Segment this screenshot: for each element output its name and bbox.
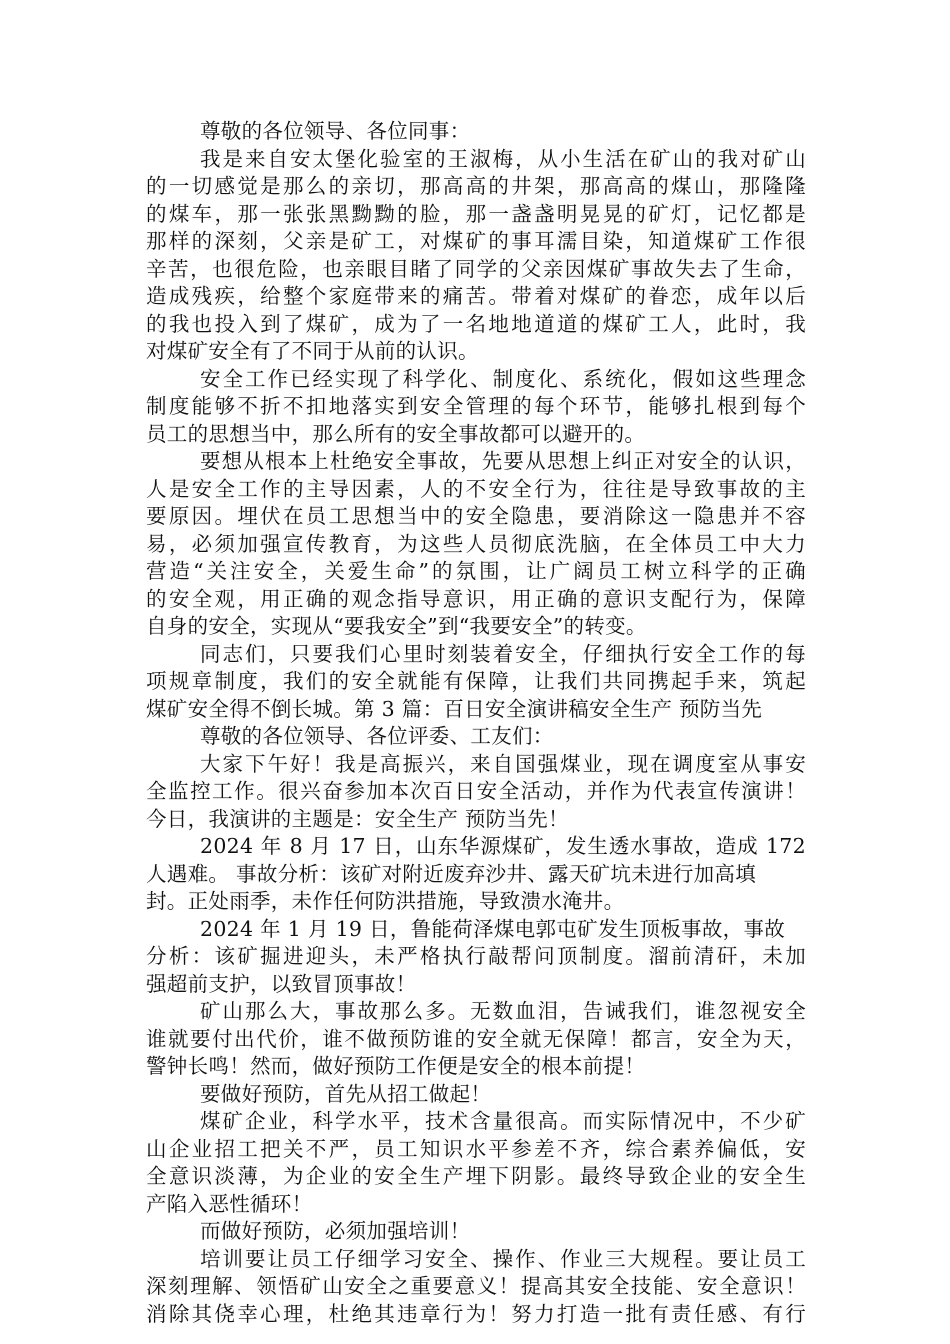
text-line: 项规章制度，我们的安全就能有保障，让我们共同携起手来，筑起: [146, 669, 806, 693]
text-line: 要做好预防，首先从招工做起！: [200, 1081, 492, 1106]
text-line: 的我也投入到了煤矿，成为了一名地地道道的煤矿工人，此时，我: [146, 311, 806, 336]
text-line: 大家下午好！我是高振兴，来自国强煤业，现在调度室从事安: [200, 751, 806, 776]
text-line: 尊敬的各位领导、各位评委、工友们：: [200, 724, 554, 748]
text-line: 煤矿企业，科学水平，技术含量很高。而实际情况中，不少矿: [200, 1109, 806, 1133]
text-line: 我是来自安太堡化验室的王淑梅，从小生活在矿山的我对矿山: [200, 146, 806, 171]
text-line: 2024 年 1 月 19 日，鲁能荷泽煤电郭屯矿发生顶板事故，事故: [200, 916, 786, 941]
text-line: 员工的思想当中，那么所有的安全事故都可以避开的。: [146, 421, 646, 446]
text-line: 的煤车，那一张张黑黝黝的脸，那一盏盏明晃晃的矿灯，记忆都是: [146, 201, 806, 226]
text-line: 全意识淡薄，为企业的安全生产埋下阴影。最终导致企业的安全生: [146, 1164, 806, 1188]
text-line: 要原因。埋伏在员工思想当中的安全隐患，要消除这一隐患并不容: [146, 504, 806, 528]
text-line: 同志们，只要我们心里时刻装着安全，仔细执行安全工作的每: [200, 641, 806, 666]
text-line: 营造“关注安全，关爱生命”的氛围，让广阔员工树立科学的正确: [146, 559, 806, 583]
text-line: 2024 年 8 月 17 日，山东华源煤矿，发生透水事故，造成 172: [200, 834, 806, 858]
text-line: 煤矿安全得不倒长城。第 3 篇：百日安全演讲稿安全生产 预防当先: [146, 696, 763, 721]
text-line: 今日，我演讲的主题是：安全生产 预防当先！: [146, 806, 569, 831]
text-line: 尊敬的各位领导、各位同事：: [200, 119, 471, 143]
document-page: [146, 118, 806, 1328]
text-line: 分析：该矿掘进迎头，未严格执行敲帮问顶制度。溜前清矸，未加: [146, 944, 806, 968]
text-line: 山企业招工把关不严，员工知识水平参差不齐，综合素养偏低，安: [146, 1136, 806, 1161]
text-line: 产陷入恶性循环！: [146, 1191, 313, 1216]
text-line: 强超前支护，以致冒顶事故！: [146, 971, 417, 996]
text-line: 全监控工作。很兴奋参加本次百日安全活动，并作为代表宣传演讲！: [146, 779, 806, 803]
text-line: 造成残疾，给整个家庭带来的痛苦。带着对煤矿的眷恋，成年以后: [146, 284, 806, 308]
text-line: 而做好预防，必须加强培训！: [200, 1219, 471, 1243]
text-line: 谁就要付出代价，谁不做预防谁的安全就无保障！都言，安全为天，: [146, 1026, 806, 1051]
text-line: 人遇难。 事故分析：该矿对附近废弃沙井、露天矿坑未进行加高填: [146, 861, 757, 886]
text-line: 易，必须加强宣传教育，为这些人员彻底洗脑，在全体员工中大力: [146, 531, 806, 556]
text-line: 的安全观，用正确的观念指导意识，用正确的意识支配行为，保障: [146, 586, 806, 611]
text-line: 封。正处雨季，未作任何防洪措施，导致溃水淹井。: [146, 889, 625, 913]
text-line: 的一切感觉是那么的亲切，那高高的井架，那高高的煤山，那隆隆: [146, 174, 806, 198]
text-line: 自身的安全，实现从“要我安全”到“我要安全”的转变。: [146, 614, 647, 638]
text-line: 辛苦，也很危险，也亲眼目睹了同学的父亲因煤矿事故失去了生命，: [146, 256, 806, 281]
text-line: 制度能够不折不扣地落实到安全管理的每个环节，能够扎根到每个: [146, 394, 806, 418]
text-line: 警钟长鸣！然而，做好预防工作便是安全的根本前提！: [146, 1054, 646, 1078]
text-line: 要想从根本上杜绝安全事故，先要从思想上纠正对安全的认识，: [200, 449, 806, 473]
text-line: 对煤矿安全有了不同于从前的认识。: [146, 339, 479, 363]
text-line: 深刻理解、领悟矿山安全之重要意义！提高其安全技能、安全意识！: [146, 1274, 806, 1298]
text-line: 培训要让员工仔细学习安全、操作、作业三大规程。要让员工: [200, 1246, 806, 1271]
text-line: 那样的深刻，父亲是矿工，对煤矿的事耳濡目染，知道煤矿工作很: [146, 229, 806, 253]
text-line: 消除其侥幸心理，杜绝其违章行为！努力打造一批有责任感、有行: [146, 1301, 806, 1326]
text-line: 安全工作已经实现了科学化、制度化、系统化，假如这些理念: [200, 366, 806, 391]
text-line: 矿山那么大，事故那么多。无数血泪，告诫我们，谁忽视安全: [200, 999, 806, 1023]
text-line: 人是安全工作的主导因素，人的不安全行为，往往是导致事故的主: [146, 476, 806, 501]
